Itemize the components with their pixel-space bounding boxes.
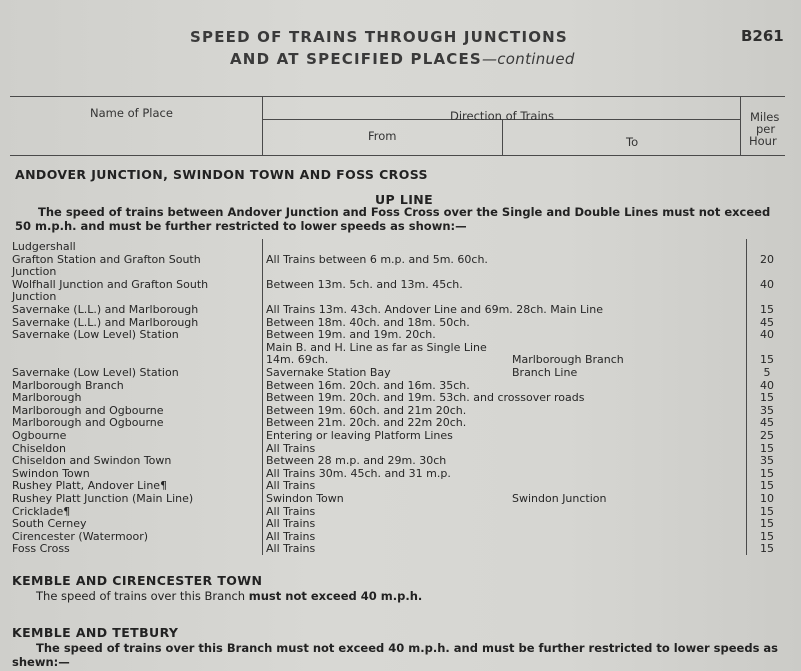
section-2-text-a: The speed of trains over this Branch	[36, 589, 249, 603]
from-cell: Between 21m. 20ch. and 22m 20ch.	[266, 416, 467, 430]
title-suffix: —continued	[481, 50, 575, 68]
table-row	[0, 392, 801, 403]
speed-cell: 25	[760, 429, 774, 442]
place-cell: Cirencester (Watermoor)	[12, 529, 149, 543]
from-cell: Savernake Station Bay	[266, 366, 391, 379]
speed-cell: 5	[763, 366, 771, 379]
place-cell: Marlborough	[12, 391, 82, 405]
header-from: From	[368, 129, 397, 143]
place-cell: Savernake (Low Level) Station	[12, 328, 179, 342]
speed-cell: 45	[760, 416, 774, 430]
table-row	[0, 241, 801, 252]
speed-cell: 15	[760, 529, 774, 543]
header-direction: Direction of Trains	[450, 109, 554, 123]
table-row	[0, 417, 801, 428]
place-cell: Junction	[12, 265, 57, 279]
table-row	[0, 329, 801, 340]
place-cell: Chiseldon	[12, 441, 66, 455]
from-cell: All Trains	[266, 504, 316, 518]
table-row	[0, 455, 801, 466]
speed-cell: 40	[760, 277, 774, 291]
table-row	[0, 543, 801, 554]
speed-cell: 45	[760, 315, 774, 329]
header-divider-from-to	[502, 119, 503, 155]
speed-cell: 15	[760, 303, 774, 316]
to-cell: Branch Line	[512, 366, 578, 379]
place-cell: Ogbourne	[12, 429, 67, 442]
title-line-2	[230, 50, 575, 68]
speed-cell: 40	[760, 328, 774, 342]
table-row	[0, 266, 801, 277]
speed-cell: 15	[760, 479, 774, 493]
place-cell: Wolfhall Junction and Grafton South	[12, 277, 209, 291]
from-cell: Between 16m. 20ch. and 16m. 35ch.	[266, 378, 470, 392]
title-line-2-text: AND AT SPECIFIED PLACES	[230, 50, 482, 68]
header-miles: Miles	[750, 110, 780, 124]
header-hour: Hour	[749, 134, 777, 148]
table-row	[0, 279, 801, 290]
section-2-text-b: must not exceed 40 m.p.h.	[248, 589, 423, 603]
from-cell: All Trains	[266, 529, 316, 543]
header-to: To	[626, 135, 639, 149]
table-row	[0, 380, 801, 391]
header-per: per	[756, 122, 776, 136]
from-cell: Between 19m. 60ch. and 21m 20ch.	[266, 403, 467, 417]
speed-cell: 35	[760, 454, 774, 468]
section-2-text	[36, 589, 422, 603]
place-cell: Junction	[12, 290, 57, 304]
table-row	[0, 468, 801, 479]
from-cell: All Trains 30m. 45ch. and 31 m.p.	[266, 466, 451, 480]
table-row	[0, 480, 801, 491]
title-line-1: SPEED OF TRAINS THROUGH JUNCTIONS	[190, 28, 568, 46]
place-cell: Marlborough and Ogbourne	[12, 416, 164, 430]
from-cell: Entering or leaving Platform Lines	[266, 429, 453, 442]
place-cell: Marlborough Branch	[12, 378, 124, 392]
from-cell: Between 19m. 20ch. and 19m. 53ch. and crossover roads	[266, 391, 585, 405]
speed-cell: 15	[760, 391, 774, 405]
place-cell: Grafton Station and Grafton South	[12, 252, 201, 266]
from-cell: All Trains	[266, 517, 316, 531]
place-cell: Rushey Platt Junction (Main Line)	[12, 492, 194, 505]
speed-cell: 35	[760, 403, 774, 417]
from-cell: Between 28 m.p. and 29m. 30ch	[266, 454, 447, 468]
table-row	[0, 342, 801, 353]
speed-cell: 15	[760, 441, 774, 455]
table-row	[0, 518, 801, 529]
from-cell: All Trains between 6 m.p. and 5m. 60ch.	[266, 252, 488, 266]
header-bottom-rule	[10, 155, 785, 156]
speed-cell: 10	[760, 492, 774, 505]
place-cell: Savernake (L.L.) and Marlborough	[12, 303, 199, 316]
from-cell: 14m. 69ch.	[266, 353, 329, 367]
place-cell: Ludgershall	[12, 240, 76, 253]
table-row	[0, 367, 801, 378]
table-row	[0, 430, 801, 441]
table-row	[0, 405, 801, 416]
table-row	[0, 443, 801, 454]
from-cell: Between 18m. 40ch. and 18m. 50ch.	[266, 315, 470, 329]
table-row	[0, 291, 801, 302]
place-cell: Chiseldon and Swindon Town	[12, 454, 172, 468]
section-3-title: KEMBLE AND TETBURY	[12, 625, 179, 640]
section-1-intro-line-1: The speed of trains between Andover Junction and Foss Cross over the Single and Double Lines must not exceed	[38, 205, 771, 219]
from-cell: Between 19m. and 19m. 20ch.	[266, 328, 436, 342]
to-cell: Swindon Junction	[512, 492, 607, 505]
place-cell: Marlborough and Ogbourne	[12, 403, 164, 417]
table-row	[0, 317, 801, 328]
place-cell: Cricklade¶	[12, 504, 71, 518]
section-1-intro-line-2: 50 m.p.h. and must be further restricted to lower speeds as shown:—	[15, 219, 467, 233]
speed-cell: 15	[760, 542, 774, 556]
page-code: B261	[741, 27, 784, 45]
speed-cell: 15	[760, 504, 774, 518]
section-3-text-line-2: shewn:—	[12, 655, 70, 669]
section-2-title: KEMBLE AND CIRENCESTER TOWN	[12, 573, 263, 588]
from-cell: All Trains	[266, 542, 316, 556]
speed-cell: 40	[760, 378, 774, 392]
from-cell: Main B. and H. Line as far as Single Line	[266, 340, 487, 354]
place-cell: Foss Cross	[12, 542, 70, 556]
table-row	[0, 354, 801, 365]
place-cell: Savernake (L.L.) and Marlborough	[12, 315, 199, 329]
place-cell: Savernake (Low Level) Station	[12, 366, 179, 379]
table-row	[0, 531, 801, 542]
header-divider-place	[262, 96, 263, 155]
to-cell: Marlborough Branch	[512, 353, 624, 367]
place-cell: Swindon Town	[12, 466, 90, 480]
from-cell: All Trains	[266, 479, 316, 493]
section-3-text-line-1: The speed of trains over this Branch must not exceed 40 m.p.h. and must be further restricted to lower speeds as	[36, 641, 779, 655]
speed-cell: 15	[760, 353, 774, 367]
speed-cell: 15	[760, 517, 774, 531]
header-divider-miles	[740, 96, 741, 155]
table-row	[0, 493, 801, 504]
from-cell: Between 13m. 5ch. and 13m. 45ch.	[266, 277, 463, 291]
speed-cell: 15	[760, 466, 774, 480]
section-1-title: ANDOVER JUNCTION, SWINDON TOWN AND FOSS CROSS	[15, 167, 428, 182]
table-row	[0, 254, 801, 265]
place-cell: Rushey Platt, Andover Line¶	[12, 479, 168, 493]
speed-cell: 20	[760, 252, 774, 266]
from-cell: Swindon Town	[266, 492, 344, 505]
table-row	[0, 304, 801, 315]
from-cell: All Trains 13m. 43ch. Andover Line and 69m. 28ch. Main Line	[266, 303, 603, 316]
from-cell: All Trains	[266, 441, 316, 455]
header-top-rule	[10, 96, 785, 97]
table-row	[0, 506, 801, 517]
place-cell: South Cerney	[12, 517, 87, 531]
section-1-subtitle: UP LINE	[375, 192, 434, 207]
header-name-of-place: Name of Place	[90, 106, 173, 120]
